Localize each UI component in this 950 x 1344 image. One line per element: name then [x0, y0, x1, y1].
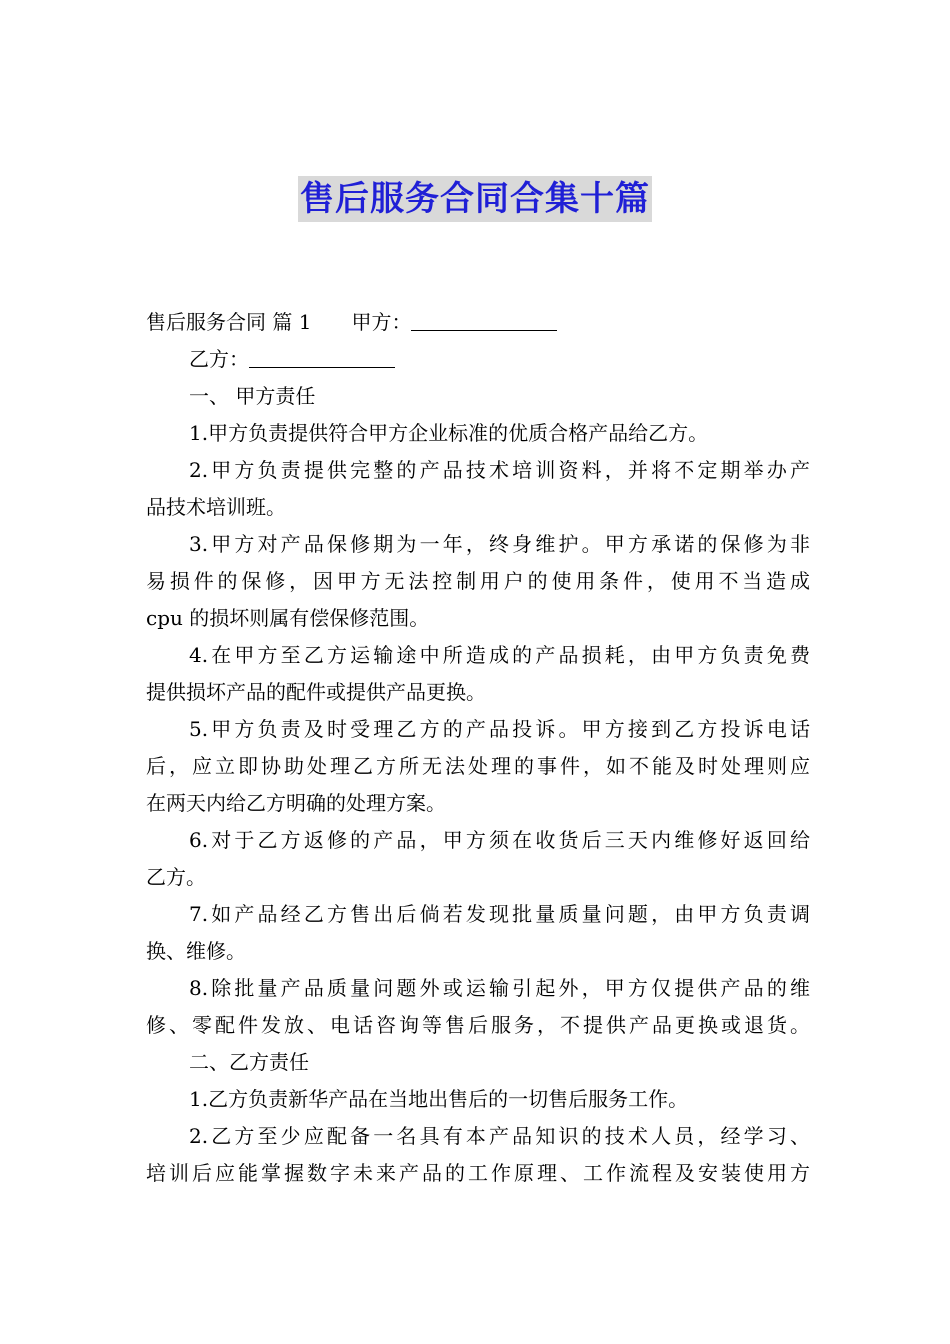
- party-a-label: 甲方：: [351, 310, 412, 334]
- document-title: 售后服务合同合集十篇: [298, 176, 652, 222]
- header-line: [146, 304, 810, 341]
- paragraph-line: 4.在甲方至乙方运输途中所造成的产品损耗，由甲方负责免费: [189, 643, 810, 667]
- paragraph-line: 5.甲方负责及时受理乙方的产品投诉。甲方接到乙方投诉电话: [189, 717, 810, 741]
- paragraph-line: 在两天内给乙方明确的处理方案。: [146, 791, 446, 815]
- section-label: 售后服务合同 篇 1: [146, 310, 312, 334]
- paragraph-line: cpu 的损坏则属有偿保修范围。: [146, 606, 430, 630]
- paragraph-line: 6.对于乙方返修的产品，甲方须在收货后三天内维修好返回给: [189, 828, 810, 852]
- paragraph-line: 后，应立即协助处理乙方所无法处理的事件，如不能及时处理则应: [146, 754, 810, 778]
- paragraph-line: 修、零配件发放、电话咨询等售后服务，不提供产品更换或退货。: [146, 1013, 810, 1037]
- paragraph-line: 二、乙方责任: [189, 1050, 309, 1074]
- party-a-blank: [411, 310, 557, 331]
- paragraph-line: 换、维修。: [146, 939, 246, 963]
- paragraph-line: 2.乙方至少应配备一名具有本产品知识的技术人员，经学习、: [189, 1124, 810, 1148]
- document-body: [146, 304, 810, 1192]
- party-b-label: 乙方：: [189, 347, 249, 371]
- paragraph-line: 一、 甲方责任: [189, 384, 316, 408]
- paragraph-line: 3.甲方对产品保修期为一年，终身维护。甲方承诺的保修为非: [189, 532, 810, 556]
- paragraph-line: 乙方。: [146, 865, 206, 889]
- paragraph-line: 品技术培训班。: [146, 495, 286, 519]
- title-container: [0, 176, 950, 222]
- paragraph-line: 2.甲方负责提供完整的产品技术培训资料，并将不定期举办产: [189, 458, 810, 482]
- paragraph-line: 提供损坏产品的配件或提供产品更换。: [146, 680, 486, 704]
- paragraph-line: 1.乙方负责新华产品在当地出售后的一切售后服务工作。: [189, 1087, 689, 1111]
- paragraph-line: 易损件的保修，因甲方无法控制用户的使用条件，使用不当造成: [146, 569, 810, 593]
- paragraph-line: 8.除批量产品质量问题外或运输引起外，甲方仅提供产品的维: [189, 976, 810, 1000]
- party-b-blank: [249, 347, 395, 368]
- paragraph-line: 培训后应能掌握数字未来产品的工作原理、工作流程及安装使用方: [146, 1161, 810, 1185]
- paragraph-line: 1.甲方负责提供符合甲方企业标准的优质合格产品给乙方。: [189, 421, 709, 445]
- paragraph-line: 7.如产品经乙方售出后倘若发现批量质量问题，由甲方负责调: [189, 902, 810, 926]
- party-b-line: [146, 341, 810, 378]
